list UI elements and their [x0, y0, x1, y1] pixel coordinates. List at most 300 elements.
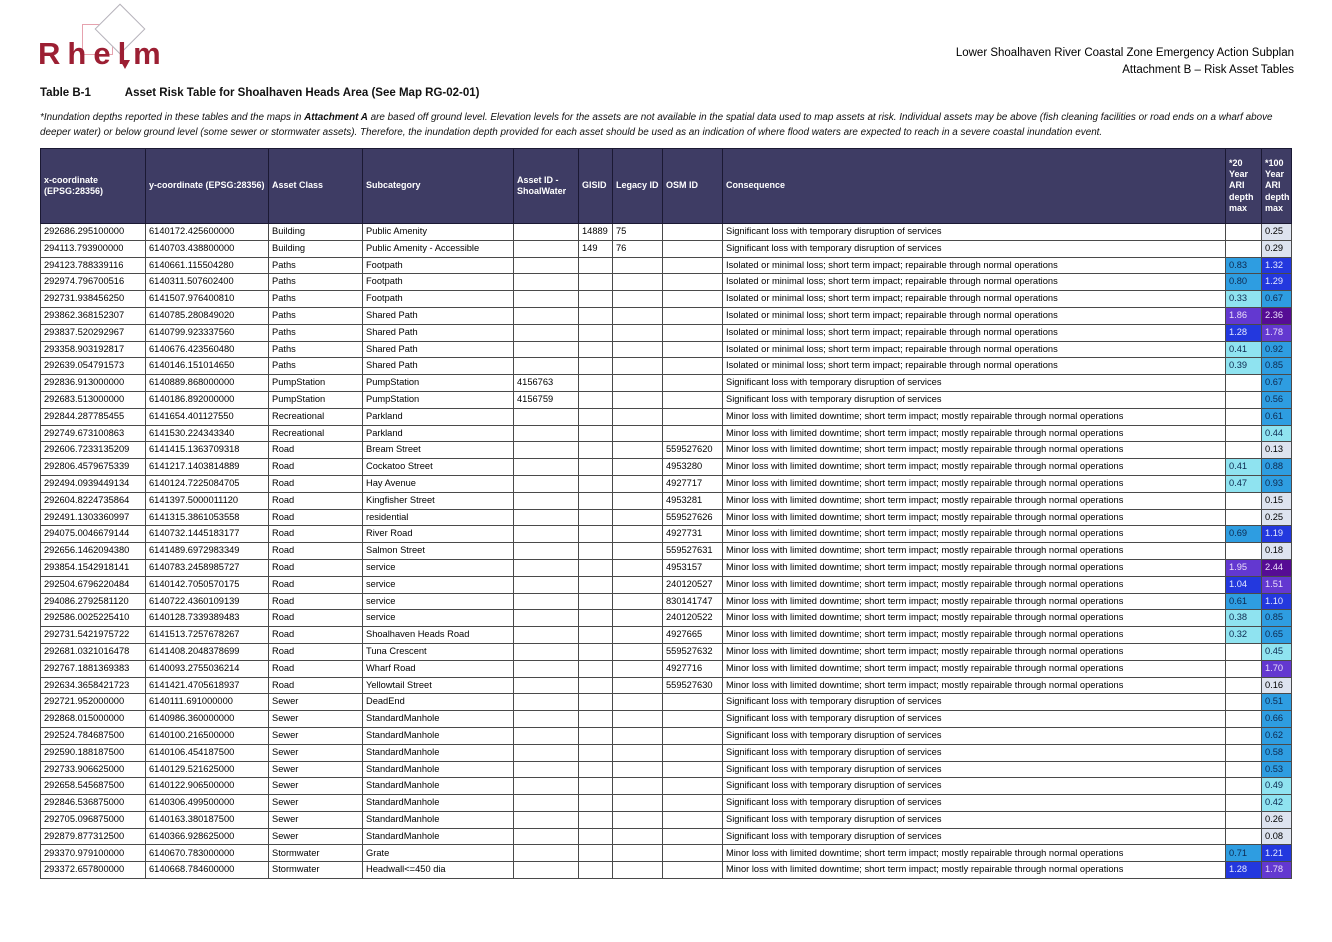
cell-20yr-depth: 1.28	[1226, 862, 1262, 879]
cell-subcategory: Public Amenity	[363, 224, 514, 241]
cell-asset-id-shoalwater	[514, 324, 579, 341]
cell-asset-id-shoalwater	[514, 795, 579, 812]
cell-consequence: Minor loss with limited downtime; short term impact; mostly repairable through normal operations	[723, 660, 1226, 677]
cell-x-coordinate: 292606.7233135209	[41, 442, 146, 459]
cell-asset-class: Stormwater	[269, 845, 363, 862]
cell-100yr-depth: 1.70	[1262, 660, 1292, 677]
cell-legacy-id	[613, 492, 663, 509]
cell-osm-id: 4927665	[663, 627, 723, 644]
cell-asset-id-shoalwater	[514, 291, 579, 308]
cell-asset-class: Paths	[269, 341, 363, 358]
cell-subcategory: service	[363, 593, 514, 610]
table-row	[41, 778, 1292, 795]
cell-asset-id-shoalwater	[514, 778, 579, 795]
cell-100yr-depth: 1.29	[1262, 274, 1292, 291]
cell-x-coordinate: 292844.287785455	[41, 408, 146, 425]
cell-asset-class: Sewer	[269, 711, 363, 728]
cell-gisid	[579, 610, 613, 627]
cell-legacy-id	[613, 526, 663, 543]
cell-subcategory: Hay Avenue	[363, 475, 514, 492]
cell-20yr-depth: 0.32	[1226, 627, 1262, 644]
cell-gisid	[579, 408, 613, 425]
cell-legacy-id: 75	[613, 224, 663, 241]
cell-20yr-depth	[1226, 811, 1262, 828]
cell-asset-id-shoalwater	[514, 576, 579, 593]
cell-100yr-depth: 0.66	[1262, 711, 1292, 728]
cell-20yr-depth: 0.39	[1226, 358, 1262, 375]
cell-legacy-id	[613, 274, 663, 291]
cell-osm-id: 4927716	[663, 660, 723, 677]
cell-100yr-depth: 0.29	[1262, 240, 1292, 257]
cell-consequence: Isolated or minimal loss; short term impact; repairable through normal operations	[723, 257, 1226, 274]
cell-asset-id-shoalwater	[514, 711, 579, 728]
cell-y-coordinate: 6141421.4705618937	[146, 677, 269, 694]
cell-y-coordinate: 6140306.499500000	[146, 795, 269, 812]
cell-consequence: Minor loss with limited downtime; short term impact; mostly repairable through normal operations	[723, 643, 1226, 660]
cell-legacy-id	[613, 711, 663, 728]
cell-gisid	[579, 358, 613, 375]
cell-gisid	[579, 341, 613, 358]
cell-consequence: Minor loss with limited downtime; short term impact; mostly repairable through normal operations	[723, 559, 1226, 576]
table-row	[41, 425, 1292, 442]
cell-osm-id	[663, 324, 723, 341]
cell-legacy-id	[613, 660, 663, 677]
cell-subcategory: River Road	[363, 526, 514, 543]
cell-consequence: Significant loss with temporary disruption of services	[723, 761, 1226, 778]
cell-subcategory: Wharf Road	[363, 660, 514, 677]
cell-y-coordinate: 6140093.2755036214	[146, 660, 269, 677]
cell-consequence: Significant loss with temporary disruption of services	[723, 391, 1226, 408]
cell-asset-id-shoalwater	[514, 862, 579, 879]
cell-20yr-depth	[1226, 778, 1262, 795]
cell-osm-id: 4953281	[663, 492, 723, 509]
cell-100yr-depth: 0.16	[1262, 677, 1292, 694]
cell-asset-id-shoalwater	[514, 257, 579, 274]
cell-consequence: Minor loss with limited downtime; short term impact; mostly repairable through normal operations	[723, 509, 1226, 526]
cell-100yr-depth: 1.19	[1262, 526, 1292, 543]
cell-consequence: Minor loss with limited downtime; short term impact; mostly repairable through normal operations	[723, 442, 1226, 459]
cell-gisid	[579, 593, 613, 610]
cell-gisid	[579, 425, 613, 442]
cell-20yr-depth	[1226, 711, 1262, 728]
cell-asset-class: Paths	[269, 358, 363, 375]
table-row	[41, 324, 1292, 341]
cell-y-coordinate: 6140124.7225084705	[146, 475, 269, 492]
table-row	[41, 543, 1292, 560]
cell-asset-class: Road	[269, 610, 363, 627]
cell-asset-id-shoalwater	[514, 358, 579, 375]
cell-100yr-depth: 0.67	[1262, 291, 1292, 308]
table-row	[41, 442, 1292, 459]
cell-gisid	[579, 526, 613, 543]
table-row	[41, 257, 1292, 274]
cell-100yr-depth: 0.25	[1262, 509, 1292, 526]
cell-subcategory: DeadEnd	[363, 694, 514, 711]
cell-y-coordinate: 6140142.7050570175	[146, 576, 269, 593]
cell-asset-class: Sewer	[269, 744, 363, 761]
cell-gisid: 149	[579, 240, 613, 257]
cell-gisid	[579, 795, 613, 812]
table-row	[41, 509, 1292, 526]
cell-x-coordinate: 292974.796700516	[41, 274, 146, 291]
cell-y-coordinate: 6140163.380187500	[146, 811, 269, 828]
cell-x-coordinate: 293837.520292967	[41, 324, 146, 341]
cell-gisid	[579, 778, 613, 795]
cell-20yr-depth: 1.28	[1226, 324, 1262, 341]
cell-legacy-id	[613, 610, 663, 627]
cell-consequence: Minor loss with limited downtime; short term impact; mostly repairable through normal operations	[723, 610, 1226, 627]
cell-osm-id	[663, 307, 723, 324]
cell-100yr-depth: 0.56	[1262, 391, 1292, 408]
cell-gisid	[579, 324, 613, 341]
cell-100yr-depth: 2.44	[1262, 559, 1292, 576]
cell-osm-id	[663, 711, 723, 728]
cell-consequence: Significant loss with temporary disruption of services	[723, 711, 1226, 728]
logo-wordmark: Rhelm	[38, 36, 168, 71]
cell-legacy-id	[613, 559, 663, 576]
cell-osm-id	[663, 811, 723, 828]
table-row	[41, 845, 1292, 862]
cell-asset-class: Sewer	[269, 811, 363, 828]
cell-legacy-id	[613, 778, 663, 795]
cell-asset-id-shoalwater: 4156763	[514, 375, 579, 392]
cell-consequence: Significant loss with temporary disruption of services	[723, 778, 1226, 795]
cell-legacy-id	[613, 291, 663, 308]
cell-100yr-depth: 0.65	[1262, 627, 1292, 644]
cell-y-coordinate: 6140106.454187500	[146, 744, 269, 761]
cell-osm-id	[663, 341, 723, 358]
cell-100yr-depth: 0.13	[1262, 442, 1292, 459]
cell-gisid	[579, 391, 613, 408]
cell-x-coordinate: 292494.0939449134	[41, 475, 146, 492]
cell-consequence: Minor loss with limited downtime; short term impact; mostly repairable through normal operations	[723, 492, 1226, 509]
cell-x-coordinate: 292868.015000000	[41, 711, 146, 728]
cell-asset-class: Road	[269, 459, 363, 476]
column-header-x-coordinate: x-coordinate (EPSG:28356)	[41, 149, 146, 224]
cell-legacy-id	[613, 845, 663, 862]
table-row	[41, 240, 1292, 257]
cell-20yr-depth	[1226, 643, 1262, 660]
cell-asset-class: Recreational	[269, 425, 363, 442]
cell-legacy-id	[613, 375, 663, 392]
cell-legacy-id	[613, 576, 663, 593]
column-header-asset-id-shoalwater: Asset ID - ShoalWater	[514, 149, 579, 224]
cell-100yr-depth: 0.92	[1262, 341, 1292, 358]
cell-x-coordinate: 292686.295100000	[41, 224, 146, 241]
cell-asset-class: Paths	[269, 291, 363, 308]
cell-x-coordinate: 292524.784687500	[41, 727, 146, 744]
cell-subcategory: StandardManhole	[363, 795, 514, 812]
cell-asset-id-shoalwater	[514, 677, 579, 694]
cell-legacy-id	[613, 677, 663, 694]
cell-legacy-id	[613, 795, 663, 812]
cell-x-coordinate: 292604.8224735864	[41, 492, 146, 509]
cell-asset-id-shoalwater	[514, 526, 579, 543]
cell-gisid	[579, 257, 613, 274]
cell-subcategory: StandardManhole	[363, 727, 514, 744]
cell-y-coordinate: 6141654.401127550	[146, 408, 269, 425]
table-row	[41, 559, 1292, 576]
cell-100yr-depth: 0.67	[1262, 375, 1292, 392]
cell-subcategory: Bream Street	[363, 442, 514, 459]
cell-legacy-id	[613, 341, 663, 358]
cell-20yr-depth	[1226, 828, 1262, 845]
column-header-y-coordinate: y-coordinate (EPSG:28356)	[146, 149, 269, 224]
cell-osm-id	[663, 408, 723, 425]
cell-gisid	[579, 660, 613, 677]
cell-100yr-depth: 0.61	[1262, 408, 1292, 425]
cell-subcategory: Parkland	[363, 408, 514, 425]
cell-asset-class: Building	[269, 224, 363, 241]
cell-gisid	[579, 442, 613, 459]
cell-gisid	[579, 643, 613, 660]
table-title-row	[40, 87, 479, 99]
cell-100yr-depth: 0.15	[1262, 492, 1292, 509]
cell-osm-id: 4927717	[663, 475, 723, 492]
cell-subcategory: Yellowtail Street	[363, 677, 514, 694]
cell-consequence: Significant loss with temporary disruption of services	[723, 240, 1226, 257]
cell-20yr-depth	[1226, 425, 1262, 442]
cell-100yr-depth: 0.62	[1262, 727, 1292, 744]
cell-20yr-depth	[1226, 492, 1262, 509]
cell-gisid	[579, 509, 613, 526]
cell-asset-class: Road	[269, 576, 363, 593]
cell-y-coordinate: 6140668.784600000	[146, 862, 269, 879]
cell-gisid	[579, 711, 613, 728]
cell-gisid	[579, 307, 613, 324]
cell-asset-class: Paths	[269, 274, 363, 291]
cell-legacy-id	[613, 391, 663, 408]
table-row	[41, 795, 1292, 812]
cell-20yr-depth	[1226, 543, 1262, 560]
cell-consequence: Minor loss with limited downtime; short term impact; mostly repairable through normal operations	[723, 845, 1226, 862]
cell-osm-id: 830141747	[663, 593, 723, 610]
cell-subcategory: Cockatoo Street	[363, 459, 514, 476]
cell-100yr-depth: 0.85	[1262, 610, 1292, 627]
cell-x-coordinate: 292491.1303360997	[41, 509, 146, 526]
cell-x-coordinate: 292733.906625000	[41, 761, 146, 778]
cell-subcategory: Shared Path	[363, 341, 514, 358]
cell-asset-id-shoalwater: 4156759	[514, 391, 579, 408]
cell-asset-id-shoalwater	[514, 459, 579, 476]
cell-legacy-id	[613, 408, 663, 425]
cell-gisid	[579, 492, 613, 509]
cell-100yr-depth: 1.10	[1262, 593, 1292, 610]
cell-legacy-id	[613, 811, 663, 828]
cell-x-coordinate: 292658.545687500	[41, 778, 146, 795]
cell-subcategory: Tuna Crescent	[363, 643, 514, 660]
cell-legacy-id: 76	[613, 240, 663, 257]
cell-asset-id-shoalwater	[514, 828, 579, 845]
cell-gisid	[579, 559, 613, 576]
cell-consequence: Significant loss with temporary disruption of services	[723, 744, 1226, 761]
table-row	[41, 643, 1292, 660]
cell-osm-id: 4953280	[663, 459, 723, 476]
cell-subcategory: Footpath	[363, 274, 514, 291]
cell-asset-class: Paths	[269, 324, 363, 341]
cell-legacy-id	[613, 828, 663, 845]
cell-legacy-id	[613, 727, 663, 744]
table-row	[41, 711, 1292, 728]
table-row	[41, 341, 1292, 358]
cell-x-coordinate: 294075.0046679144	[41, 526, 146, 543]
cell-asset-class: Road	[269, 627, 363, 644]
cell-y-coordinate: 6141408.2048378699	[146, 643, 269, 660]
cell-subcategory: service	[363, 559, 514, 576]
cell-20yr-depth	[1226, 761, 1262, 778]
cell-consequence: Isolated or minimal loss; short term impact; repairable through normal operations	[723, 307, 1226, 324]
cell-asset-class: Stormwater	[269, 862, 363, 879]
cell-osm-id	[663, 828, 723, 845]
cell-100yr-depth: 0.42	[1262, 795, 1292, 812]
cell-20yr-depth	[1226, 677, 1262, 694]
cell-osm-id: 4927731	[663, 526, 723, 543]
table-row	[41, 761, 1292, 778]
table-row	[41, 694, 1292, 711]
cell-y-coordinate: 6141507.976400810	[146, 291, 269, 308]
table-row	[41, 475, 1292, 492]
cell-consequence: Significant loss with temporary disruption of services	[723, 224, 1226, 241]
cell-gisid	[579, 475, 613, 492]
column-header-100yr-depth: *100 Year ARI depth max	[1262, 149, 1292, 224]
table-row	[41, 610, 1292, 627]
cell-osm-id	[663, 761, 723, 778]
cell-legacy-id	[613, 475, 663, 492]
cell-gisid	[579, 543, 613, 560]
cell-gisid: 14889	[579, 224, 613, 241]
cell-20yr-depth: 0.41	[1226, 341, 1262, 358]
cell-y-coordinate: 6140703.438800000	[146, 240, 269, 257]
cell-subcategory: Salmon Street	[363, 543, 514, 560]
cell-100yr-depth: 0.85	[1262, 358, 1292, 375]
cell-x-coordinate: 294086.2792581120	[41, 593, 146, 610]
cell-asset-class: PumpStation	[269, 391, 363, 408]
cell-20yr-depth: 0.47	[1226, 475, 1262, 492]
cell-legacy-id	[613, 358, 663, 375]
cell-legacy-id	[613, 593, 663, 610]
cell-asset-id-shoalwater	[514, 408, 579, 425]
cell-asset-id-shoalwater	[514, 240, 579, 257]
cell-100yr-depth: 1.78	[1262, 324, 1292, 341]
cell-20yr-depth	[1226, 744, 1262, 761]
cell-consequence: Significant loss with temporary disruption of services	[723, 727, 1226, 744]
cell-y-coordinate: 6140122.906500000	[146, 778, 269, 795]
cell-x-coordinate: 292767.1881369383	[41, 660, 146, 677]
cell-asset-id-shoalwater	[514, 610, 579, 627]
cell-asset-class: Paths	[269, 257, 363, 274]
cell-gisid	[579, 761, 613, 778]
cell-asset-id-shoalwater	[514, 475, 579, 492]
cell-consequence: Significant loss with temporary disruption of services	[723, 694, 1226, 711]
cell-subcategory: Footpath	[363, 257, 514, 274]
cell-asset-id-shoalwater	[514, 643, 579, 660]
cell-subcategory: Shoalhaven Heads Road	[363, 627, 514, 644]
cell-osm-id	[663, 240, 723, 257]
cell-x-coordinate: 292656.1462094380	[41, 543, 146, 560]
cell-asset-class: Road	[269, 677, 363, 694]
table-row	[41, 274, 1292, 291]
document-header-line2: Attachment B – Risk Asset Tables	[1122, 63, 1294, 76]
cell-legacy-id	[613, 509, 663, 526]
cell-asset-id-shoalwater	[514, 492, 579, 509]
cell-y-coordinate: 6140661.115504280	[146, 257, 269, 274]
cell-gisid	[579, 375, 613, 392]
cell-gisid	[579, 828, 613, 845]
cell-20yr-depth	[1226, 660, 1262, 677]
cell-100yr-depth: 0.18	[1262, 543, 1292, 560]
cell-x-coordinate: 292586.0025225410	[41, 610, 146, 627]
cell-osm-id: 4953157	[663, 559, 723, 576]
cell-20yr-depth: 1.04	[1226, 576, 1262, 593]
cell-consequence: Minor loss with limited downtime; short term impact; mostly repairable through normal operations	[723, 543, 1226, 560]
table-row	[41, 660, 1292, 677]
table-row	[41, 744, 1292, 761]
cell-100yr-depth: 1.21	[1262, 845, 1292, 862]
cell-consequence: Significant loss with temporary disruption of services	[723, 828, 1226, 845]
cell-consequence: Minor loss with limited downtime; short term impact; mostly repairable through normal operations	[723, 862, 1226, 879]
cell-y-coordinate: 6141217.1403814889	[146, 459, 269, 476]
cell-asset-id-shoalwater	[514, 660, 579, 677]
table-label: Table B-1	[40, 87, 91, 99]
table-row	[41, 677, 1292, 694]
cell-gisid	[579, 845, 613, 862]
cell-y-coordinate: 6140311.507602400	[146, 274, 269, 291]
cell-consequence: Isolated or minimal loss; short term impact; repairable through normal operations	[723, 274, 1226, 291]
table-row	[41, 291, 1292, 308]
cell-gisid	[579, 677, 613, 694]
cell-100yr-depth: 0.49	[1262, 778, 1292, 795]
cell-subcategory: Grate	[363, 845, 514, 862]
table-row	[41, 224, 1292, 241]
cell-osm-id: 240120527	[663, 576, 723, 593]
cell-osm-id	[663, 744, 723, 761]
cell-asset-class: Road	[269, 475, 363, 492]
cell-20yr-depth: 0.83	[1226, 257, 1262, 274]
cell-20yr-depth: 1.95	[1226, 559, 1262, 576]
cell-y-coordinate: 6140785.280849020	[146, 307, 269, 324]
cell-asset-class: Road	[269, 559, 363, 576]
cell-y-coordinate: 6140783.2458985727	[146, 559, 269, 576]
cell-x-coordinate: 292504.6796220484	[41, 576, 146, 593]
cell-20yr-depth: 0.33	[1226, 291, 1262, 308]
cell-asset-id-shoalwater	[514, 307, 579, 324]
cell-subcategory: Public Amenity - Accessible	[363, 240, 514, 257]
cell-x-coordinate: 292639.054791573	[41, 358, 146, 375]
cell-osm-id	[663, 694, 723, 711]
cell-subcategory: residential	[363, 509, 514, 526]
table-row	[41, 593, 1292, 610]
cell-100yr-depth: 0.88	[1262, 459, 1292, 476]
table-row	[41, 811, 1292, 828]
cell-asset-class: Building	[269, 240, 363, 257]
column-header-20yr-depth: *20 Year ARI depth max	[1226, 149, 1262, 224]
note-text-part1: *Inundation depths reported in these tables and the maps in	[40, 112, 305, 123]
cell-legacy-id	[613, 459, 663, 476]
cell-asset-class: Sewer	[269, 727, 363, 744]
cell-asset-id-shoalwater	[514, 341, 579, 358]
cell-consequence: Isolated or minimal loss; short term impact; repairable through normal operations	[723, 358, 1226, 375]
cell-consequence: Minor loss with limited downtime; short term impact; mostly repairable through normal operations	[723, 459, 1226, 476]
cell-100yr-depth: 0.53	[1262, 761, 1292, 778]
cell-gisid	[579, 727, 613, 744]
table-row	[41, 459, 1292, 476]
cell-y-coordinate: 6141315.3861053558	[146, 509, 269, 526]
column-header-consequence: Consequence	[723, 149, 1226, 224]
cell-y-coordinate: 6140732.1445183177	[146, 526, 269, 543]
cell-legacy-id	[613, 627, 663, 644]
cell-100yr-depth: 0.58	[1262, 744, 1292, 761]
cell-consequence: Minor loss with limited downtime; short term impact; mostly repairable through normal operations	[723, 593, 1226, 610]
